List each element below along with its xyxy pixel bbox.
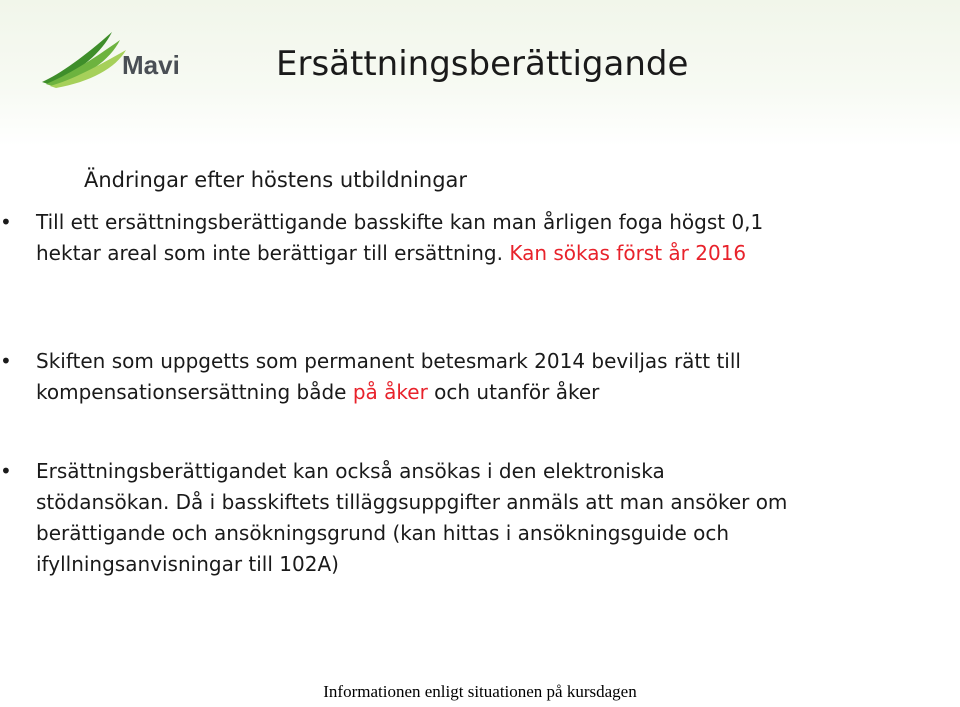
bullet-text-before: Skiften som uppgetts som permanent betesmark 2014 beviljas rätt till kompensationsersättning både (36, 349, 741, 404)
bullet-icon: • (0, 349, 12, 373)
bullet-text: Ersättningsberättigandet kan också ansökas i den elektroniska stödansökan. Då i basskiftets tilläggsuppgifter anmäls att man ansöker om berättigande och ansökningsgrund (kan hittas i ansökningsguide och ifyllningsanvisningar till 102A) (36, 459, 788, 576)
leaf-swoosh-icon (40, 30, 130, 90)
footer-note (0, 682, 960, 702)
bullet-text-main: Till ett ersättningsberättigande basskifte kan man årligen foga högst 0,1 hektar areal som inte berättigar till ersättning. (36, 210, 764, 265)
bullet-text-after: och utanför åker (434, 380, 600, 404)
bullet-highlight: Kan sökas först år 2016 (509, 241, 747, 265)
bullet-icon: • (0, 210, 12, 234)
bullet-text (36, 346, 800, 408)
bullet-item (0, 207, 800, 269)
slide-title: Ersättningsberättigande (276, 44, 689, 84)
bullet-text (36, 207, 800, 269)
bullet-item (0, 346, 800, 408)
bullet-icon: • (0, 459, 12, 483)
subheading: Ändringar efter höstens utbildningar (84, 168, 468, 192)
logo-text: Mavi (122, 50, 180, 80)
bullet-item (0, 456, 800, 580)
bullet-highlight: på åker (352, 380, 428, 404)
footer-text: Informationen enligt situationen på kursdagen (323, 682, 637, 701)
